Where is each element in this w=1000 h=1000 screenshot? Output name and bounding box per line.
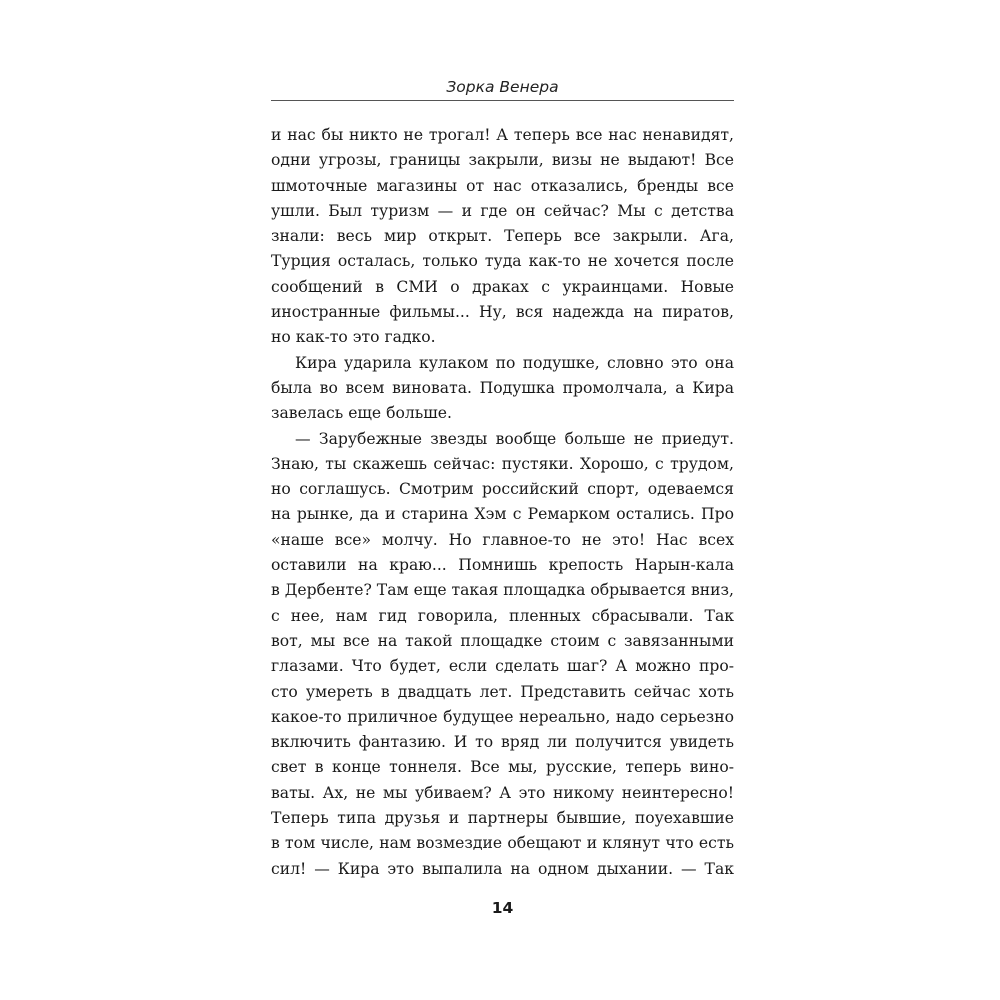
text-line: на рынке, да и старина Хэм с Ремарком остались. Про: [271, 505, 734, 524]
text-line: с нее, нам гид говорила, пленных сбрасывали. Так: [271, 606, 734, 625]
text-line-paragraph-end: завелась еще больше.: [271, 404, 452, 423]
text-line: ваты. Ах, не мы убиваем? А это никому неинтересно!: [271, 783, 734, 802]
text-line: сообщений в СМИ о драках с украинцами. Новые: [271, 277, 734, 296]
text-line: вот, мы все на такой площадке стоим с завязанными: [271, 631, 734, 650]
text-line-paragraph-end: но как-то это гадко.: [271, 328, 436, 347]
text-line: Турция осталась, только туда как-то не хочется после: [271, 252, 734, 271]
text-line: оставили на краю... Помнишь крепость Нарын-кала: [271, 556, 734, 575]
text-line: глазами. Что будет, если сделать шаг? А можно про-: [271, 657, 734, 676]
text-line: шмоточные магазины от нас отказались, бренды все: [271, 176, 734, 195]
page-number: 14: [491, 899, 514, 917]
text-line: знали: весь мир открыт. Теперь все закрыли. Ага,: [271, 227, 734, 246]
text-line: была во всем виновата. Подушка промолчала, а Кира: [271, 378, 734, 397]
text-line: иностранные фильмы... Ну, вся надежда на пиратов,: [271, 303, 734, 322]
text-line: включить фантазию. И то вряд ли получится увидеть: [271, 733, 734, 752]
text-line: в Дербенте? Там еще такая площадка обрывается вниз,: [271, 581, 734, 600]
text-line: свет в конце тоннеля. Все мы, русские, теперь вино-: [271, 758, 734, 777]
text-line: но соглашусь. Смотрим российский спорт, одеваемся: [271, 480, 734, 499]
text-line: Знаю, ты скажешь сейчас: пустяки. Хорошо, с трудом,: [271, 454, 734, 473]
text-line: сил! — Кира это выпалила на одном дыхании. — Так: [271, 859, 734, 878]
text-line-paragraph-start: Кира ударила кулаком по подушке, словно это она: [295, 353, 734, 372]
text-line: в том числе, нам возмездие обещают и клянут что есть: [271, 834, 734, 853]
text-line: и нас бы никто не трогал! А теперь все нас ненавидят,: [271, 126, 734, 144]
text-line: какое-то приличное будущее нереально, надо серьезно: [271, 707, 734, 726]
running-header-author: Зорка Венера: [446, 78, 559, 96]
text-line: «наше все» молчу. Но главное-то не это! Нас всех: [271, 530, 734, 549]
text-line: одни угрозы, границы закрыли, визы не выдают! Все: [271, 151, 734, 170]
text-line: ушли. Был туризм — и где он сейчас? Мы с детства: [271, 201, 734, 220]
text-line-paragraph-start: — Зарубежные звезды вообще больше не приедут.: [295, 429, 734, 448]
text-line: Теперь типа друзья и партнеры бывшие, поуехавшие: [271, 809, 734, 828]
header-divider: [271, 100, 734, 101]
body-text: [271, 123, 734, 882]
text-line: сто умереть в двадцать лет. Представить сейчас хоть: [271, 682, 734, 701]
